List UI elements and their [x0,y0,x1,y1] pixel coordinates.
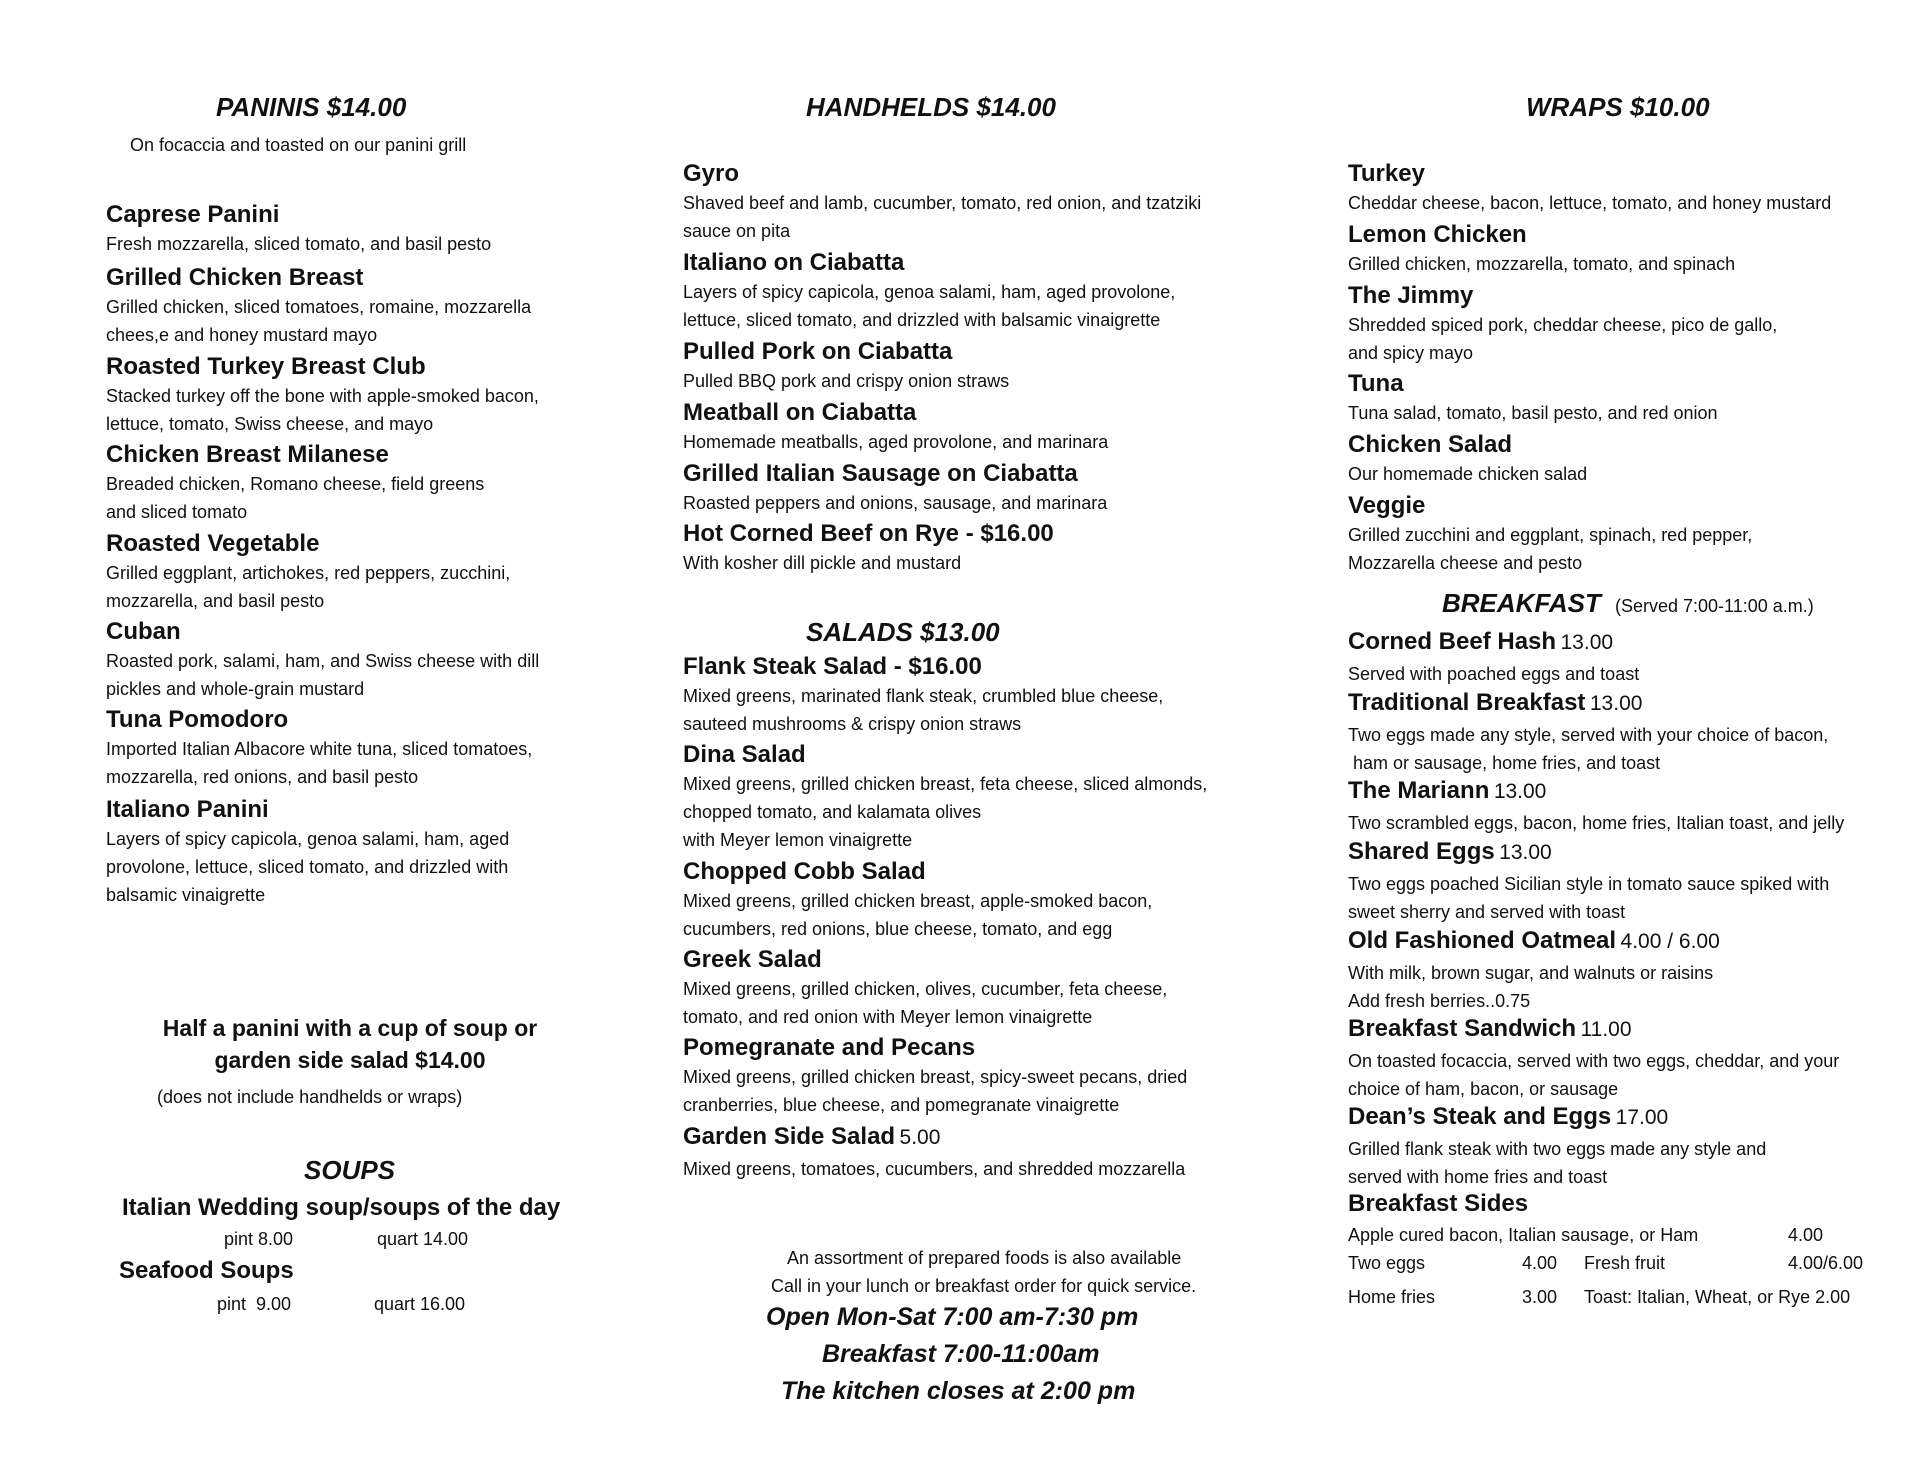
menu-item-name: The Mariann [1348,777,1490,804]
breakfast-served: (Served 7:00-11:00 a.m.) [1615,596,1814,616]
menu-item-description: Grilled zucchini and eggplant, spinach, red pepper, [1348,525,1753,545]
menu-item-name: Pulled Pork on Ciabatta [683,338,953,365]
menu-item-description: cranberries, blue cheese, and pomegranate vinaigrette [683,1095,1120,1115]
menu-item-name: Hot Corned Beef on Rye - $16.00 [683,520,1054,547]
menu-item-description: Mixed greens, grilled chicken, olives, cucumber, feta cheese, [683,979,1168,999]
menu-item-description: with Meyer lemon vinaigrette [683,830,913,850]
menu-item [1348,159,1831,217]
menu-item-name: Flank Steak Salad - $16.00 [683,653,982,680]
side-fries-price: 3.00 [1522,1287,1558,1307]
menu-item-name: Veggie [1348,492,1426,519]
footer-hours: Open Mon-Sat 7:00 am-7:30 pm [766,1303,1139,1331]
menu-item-name: Corned Beef Hash [1348,628,1557,655]
menu-item [1348,369,1718,427]
menu-item-name: Chopped Cobb Salad [683,858,926,885]
side-eggs-price: 4.00 [1522,1253,1558,1273]
menu-item-description: Add fresh berries..0.75 [1348,991,1531,1011]
menu-item-name: Traditional Breakfast [1348,689,1586,716]
menu-item-name: Meatball on Ciabatta [683,399,917,426]
soup-seafood-pint: pint 9.00 [217,1294,292,1314]
menu-item-name: Grilled Italian Sausage on Ciabatta [683,460,1078,487]
breakfast-title: BREAKFAST [1442,588,1601,618]
menu-item [106,200,491,258]
menu-item-description: balsamic vinaigrette [106,885,266,905]
soup-wedding-quart: quart 14.00 [377,1229,469,1249]
side-toast-label: Toast: Italian, Wheat, or Rye 2.00 [1584,1287,1851,1307]
menu-item-name: Pomegranate and Pecans [683,1034,976,1061]
menu-item-description: provolone, lettuce, sliced tomato, and drizzled with [106,857,509,877]
menu-item-description: Mixed greens, grilled chicken breast, feta cheese, sliced almonds, [683,774,1208,794]
menu-item [1348,688,1828,777]
half-panini-line1: Half a panini with a cup of soup or [162,1015,538,1041]
soup-seafood-quart: quart 16.00 [374,1294,466,1314]
menu-item-price: 4.00 / 6.00 [1620,930,1720,953]
menu-item-name: Turkey [1348,160,1425,187]
soup-wedding-pint: pint 8.00 [224,1229,294,1249]
menu-item-description: mozzarella, and basil pesto [106,591,325,611]
menu-item-description: chopped tomato, and kalamata olives [683,802,982,822]
menu-item-description: lettuce, tomato, Swiss cheese, and mayo [106,414,434,434]
menu-item [1348,1014,1839,1103]
menu-item-description: served with home fries and toast [1348,1167,1608,1187]
menu-item-name: Dina Salad [683,741,806,768]
menu-item [1348,430,1587,488]
menu-item-description: Roasted pork, salami, ham, and Swiss cheese with dill [106,651,540,671]
menu-item [683,459,1107,517]
menu-item-name: Old Fashioned Oatmeal [1348,927,1617,954]
menu-item-name: Shared Eggs [1348,838,1495,865]
menu-item [1348,281,1777,367]
menu-item [683,1122,1185,1183]
menu-item-name: Italiano Panini [106,796,269,823]
menu-item-description: Breaded chicken, Romano cheese, field greens [106,474,485,494]
menu-item [1348,491,1752,577]
footer-kitchen: The kitchen closes at 2:00 pm [781,1377,1136,1405]
menu-item-price: 13.00 [1560,631,1614,654]
paninis-subtitle: On focaccia and toasted on our panini grill [130,135,467,155]
menu-item-description: Two scrambled eggs, bacon, home fries, Italian toast, and jelly [1348,813,1845,833]
footer-assortment: An assortment of prepared foods is also available [787,1248,1182,1268]
menu-item-description: and sliced tomato [106,502,248,522]
menu-item [683,652,1163,738]
menu-item-price: 13.00 [1493,780,1547,803]
paninis-title: PANINIS $14.00 [216,92,407,122]
menu-item-description: mozzarella, red onions, and basil pesto [106,767,419,787]
menu-item-description: Grilled eggplant, artichokes, red peppers, zucchini, [106,563,511,583]
menu-item-description: Tuna salad, tomato, basil pesto, and red onion [1348,403,1718,423]
menu-item-name: Cuban [106,618,181,645]
menu-item-description: Mixed greens, grilled chicken breast, spicy-sweet pecans, dried [683,1067,1188,1087]
menu-item-name: Roasted Vegetable [106,530,320,557]
menu-item-description: sauteed mushrooms & crispy onion straws [683,714,1022,734]
menu-item [683,519,1054,577]
menu-item-name: Gyro [683,160,740,187]
menu-item [106,263,531,349]
menu-item-description: Fresh mozzarella, sliced tomato, and basil pesto [106,234,492,254]
menu-item-description: sweet sherry and served with toast [1348,902,1626,922]
menu-item-name: Breakfast Sandwich [1348,1015,1577,1042]
menu-item-description: Imported Italian Albacore white tuna, sliced tomatoes, [106,739,533,759]
side-bacon-label: Apple cured bacon, Italian sausage, or Ham [1348,1225,1699,1245]
half-panini-note: (does not include handhelds or wraps) [157,1087,463,1107]
menu-item [683,945,1167,1031]
menu-item-description: Grilled chicken, mozzarella, tomato, and spinach [1348,254,1736,274]
menu-item-name: Greek Salad [683,946,822,973]
menu-item-description: Grilled chicken, sliced tomatoes, romaine, mozzarella [106,297,532,317]
menu-item [1348,776,1844,837]
menu-item-description: Two eggs poached Sicilian style in tomato sauce spiked with [1348,874,1830,894]
menu-item-name: Italiano on Ciabatta [683,249,905,276]
wraps-title: WRAPS $10.00 [1526,92,1710,122]
half-panini-line2: garden side salad $14.00 [214,1047,486,1073]
menu-item-description: pickles and whole-grain mustard [106,679,365,699]
menu-item-price: 13.00 [1589,692,1643,715]
menu-item [1348,926,1720,1015]
menu-item [683,740,1207,854]
soup-wedding: Italian Wedding soup/soups of the day [122,1194,561,1221]
menu-item [683,857,1152,943]
menu-item-description: Pulled BBQ pork and crispy onion straws [683,371,1010,391]
side-eggs-label: Two eggs [1348,1253,1426,1273]
menu-item-description: lettuce, sliced tomato, and drizzled with balsamic vinaigrette [683,310,1161,330]
footer-breakfast-hours: Breakfast 7:00-11:00am [822,1340,1100,1368]
soups-title: SOUPS [304,1155,396,1185]
menu-item-description: Mozzarella cheese and pesto [1348,553,1583,573]
menu-item-price: 11.00 [1580,1018,1632,1041]
menu-item-description: tomato, and red onion with Meyer lemon vinaigrette [683,1007,1093,1027]
handhelds-title: HANDHELDS $14.00 [806,92,1056,122]
menu-item-description: sauce on pita [683,221,791,241]
menu-item-price: 13.00 [1499,841,1552,864]
menu-item [106,617,539,703]
menu-item-description: Mixed greens, tomatoes, cucumbers, and shredded mozzarella [683,1159,1186,1179]
menu-item-description: Shaved beef and lamb, cucumber, tomato, red onion, and tzatziki [683,193,1202,213]
menu-item-description: Shredded spiced pork, cheddar cheese, pico de gallo, [1348,315,1778,335]
menu-item-description: Two eggs made any style, served with your choice of bacon, [1348,725,1829,745]
menu-item-description: On toasted focaccia, served with two eggs, cheddar, and your [1348,1051,1840,1071]
menu-item-description: cucumbers, red onions, blue cheese, tomato, and egg [683,919,1113,939]
menu-item-description: ham or sausage, home fries, and toast [1348,753,1661,773]
menu-item [106,705,532,791]
menu-item-description: Mixed greens, marinated flank steak, crumbled blue cheese, [683,686,1164,706]
salads-title: SALADS $13.00 [806,617,1000,647]
side-fries-label: Home fries [1348,1287,1436,1307]
menu-item-description: With kosher dill pickle and mustard [683,553,962,573]
menu-item [1348,220,1735,278]
menu-item-name: Caprese Panini [106,201,280,228]
menu-item-description: Roasted peppers and onions, sausage, and marinara [683,493,1108,513]
menu-item [106,795,509,909]
menu-item-description: Stacked turkey off the bone with apple-smoked bacon, [106,386,539,406]
menu-item-name: Lemon Chicken [1348,221,1527,248]
menu-item-description: Layers of spicy capicola, genoa salami, ham, aged provolone, [683,282,1176,302]
menu-item [106,529,510,615]
breakfast-sides-title: Breakfast Sides [1348,1190,1529,1217]
menu-item-description: With milk, brown sugar, and walnuts or raisins [1348,963,1714,983]
footer-call: Call in your lunch or breakfast order for quick service. [771,1276,1197,1296]
menu-item [1348,1102,1766,1191]
menu-item-name: Tuna Pomodoro [106,706,289,733]
menu-item [683,248,1175,334]
menu-item [683,1033,1187,1119]
menu-item-price: 5.00 [899,1126,941,1149]
menu-item-name: Tuna [1348,370,1404,397]
menu-item-description: Served with poached eggs and toast [1348,664,1640,684]
menu-item [1348,837,1829,926]
menu-item-name: Roasted Turkey Breast Club [106,353,426,380]
side-fruit-label: Fresh fruit [1584,1253,1666,1273]
menu-item-description: and spicy mayo [1348,343,1474,363]
menu-item-description: Grilled flank steak with two eggs made any style and [1348,1139,1767,1159]
soup-seafood: Seafood Soups [119,1257,294,1284]
menu-item-name: Dean’s Steak and Eggs [1348,1103,1612,1130]
menu-item-name: Chicken Breast Milanese [106,441,389,468]
menu-item-description: Layers of spicy capicola, genoa salami, ham, aged [106,829,510,849]
menu-item-description: Mixed greens, grilled chicken breast, apple-smoked bacon, [683,891,1153,911]
menu-item [106,440,484,526]
menu-item-name: Garden Side Salad [683,1123,896,1150]
menu-item [106,352,539,438]
menu-item-description: chees,e and honey mustard mayo [106,325,378,345]
menu-item-description: Our homemade chicken salad [1348,464,1588,484]
side-bacon-price: 4.00 [1788,1225,1824,1245]
menu-item-description: choice of ham, bacon, or sausage [1348,1079,1619,1099]
menu-item-name: The Jimmy [1348,282,1474,309]
menu-item [683,159,1201,245]
menu-item [683,337,1009,395]
menu-item-name: Chicken Salad [1348,431,1513,458]
menu-item-name: Grilled Chicken Breast [106,264,364,291]
menu-item-description: Cheddar cheese, bacon, lettuce, tomato, and honey mustard [1348,193,1832,213]
menu-item [683,398,1108,456]
menu-item [1348,627,1639,688]
menu-item-description: Homemade meatballs, aged provolone, and marinara [683,432,1109,452]
side-fruit-price: 4.00/6.00 [1788,1253,1864,1273]
menu-item-price: 17.00 [1615,1106,1669,1129]
